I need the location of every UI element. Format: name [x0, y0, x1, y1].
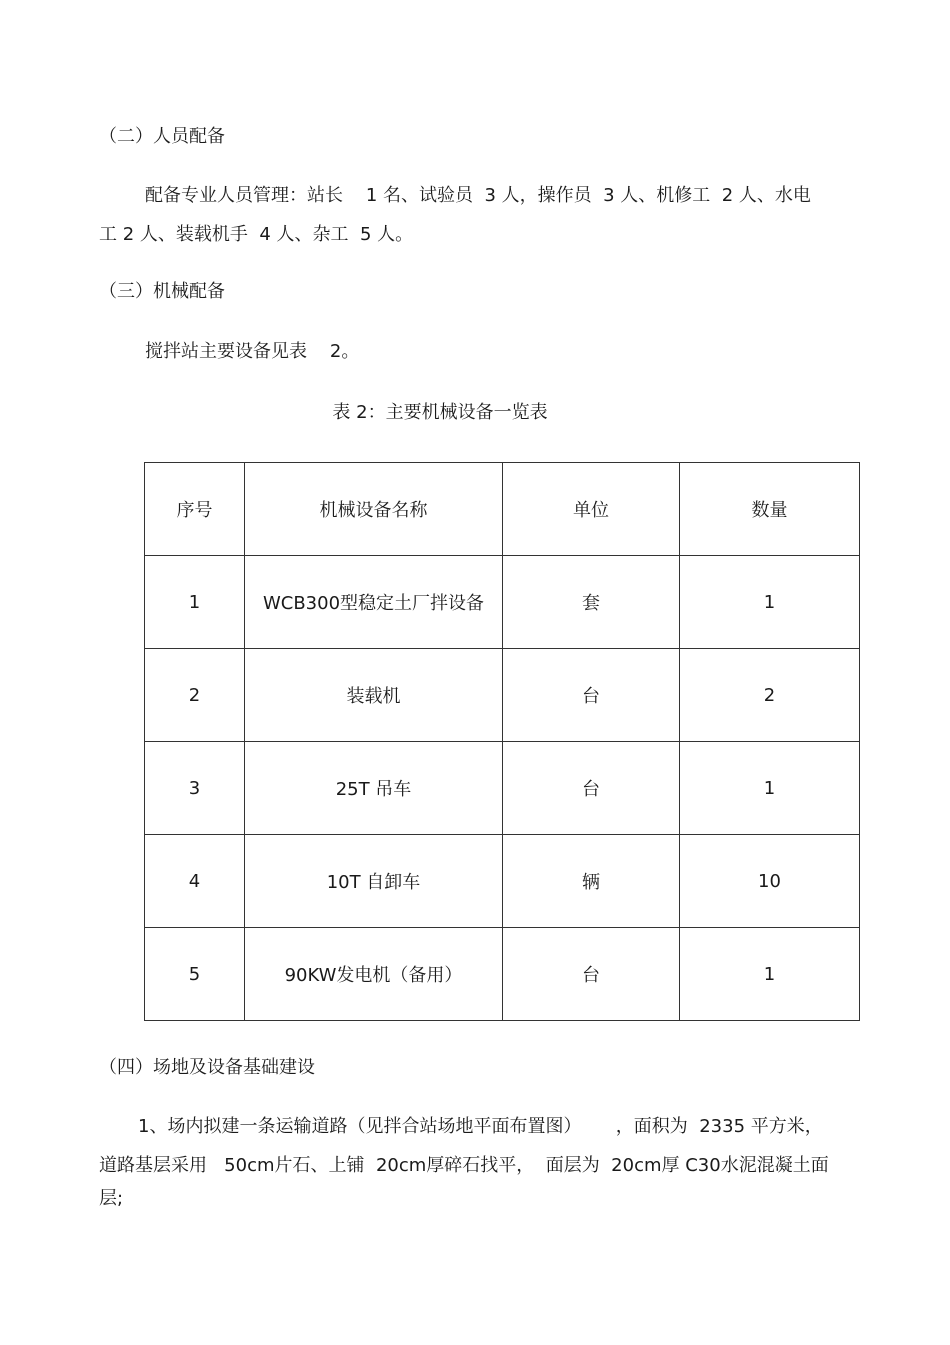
cell-index: 2 [145, 649, 245, 742]
header-cell-index: 序号 [145, 463, 245, 556]
cell-name: 10T 自卸车 [245, 835, 503, 928]
table-header-row [145, 463, 860, 556]
table-row [145, 742, 860, 835]
table-row [145, 649, 860, 742]
cell-quantity: 1 [680, 742, 860, 835]
cell-name: 90KW发电机（备用） [245, 928, 503, 1021]
site-paragraph-line-1: 1、场内拟建一条运输道路（见拌合站场地平面布置图） ，面积为 2335 平方米， [138, 1116, 823, 1137]
cell-unit: 台 [503, 742, 680, 835]
cell-index: 4 [145, 835, 245, 928]
cell-quantity: 10 [680, 835, 860, 928]
section-heading-site-construction: （四）场地及设备基础建设 [99, 1057, 315, 1078]
cell-unit: 台 [503, 649, 680, 742]
site-paragraph-line-2: 道路基层采用 50cm片石、上铺 20cm厚碎石找平， 面层为 20cm厚 C30水泥混凝土面 [99, 1155, 829, 1176]
cell-index: 5 [145, 928, 245, 1021]
cell-name: 25T 吊车 [245, 742, 503, 835]
header-cell-name: 机械设备名称 [245, 463, 503, 556]
cell-index: 3 [145, 742, 245, 835]
cell-unit: 辆 [503, 835, 680, 928]
personnel-paragraph-line-1: 配备专业人员管理：站长 1 名、试验员 3 人，操作员 3 人、机修工 2 人、水电 [145, 185, 811, 206]
personnel-paragraph-line-2: 工 2 人、装载机手 4 人、杂工 5 人。 [99, 224, 414, 245]
table-row [145, 928, 860, 1021]
cell-unit: 台 [503, 928, 680, 1021]
table-row [145, 556, 860, 649]
cell-name: 装载机 [245, 649, 503, 742]
cell-quantity: 2 [680, 649, 860, 742]
section-heading-personnel: （二）人员配备 [99, 126, 225, 147]
header-cell-unit: 单位 [503, 463, 680, 556]
cell-quantity: 1 [680, 556, 860, 649]
table-caption: 表 2：主要机械设备一览表 [332, 402, 548, 423]
cell-quantity: 1 [680, 928, 860, 1021]
site-paragraph-line-3: 层; [99, 1188, 124, 1209]
table-row [145, 835, 860, 928]
cell-unit: 套 [503, 556, 680, 649]
section-heading-machinery: （三）机械配备 [99, 281, 225, 302]
equipment-table [144, 462, 860, 1021]
header-cell-quantity: 数量 [680, 463, 860, 556]
machinery-paragraph: 搅拌站主要设备见表 2。 [145, 341, 360, 362]
cell-index: 1 [145, 556, 245, 649]
cell-name: WCB300型稳定土厂拌设备 [245, 556, 503, 649]
